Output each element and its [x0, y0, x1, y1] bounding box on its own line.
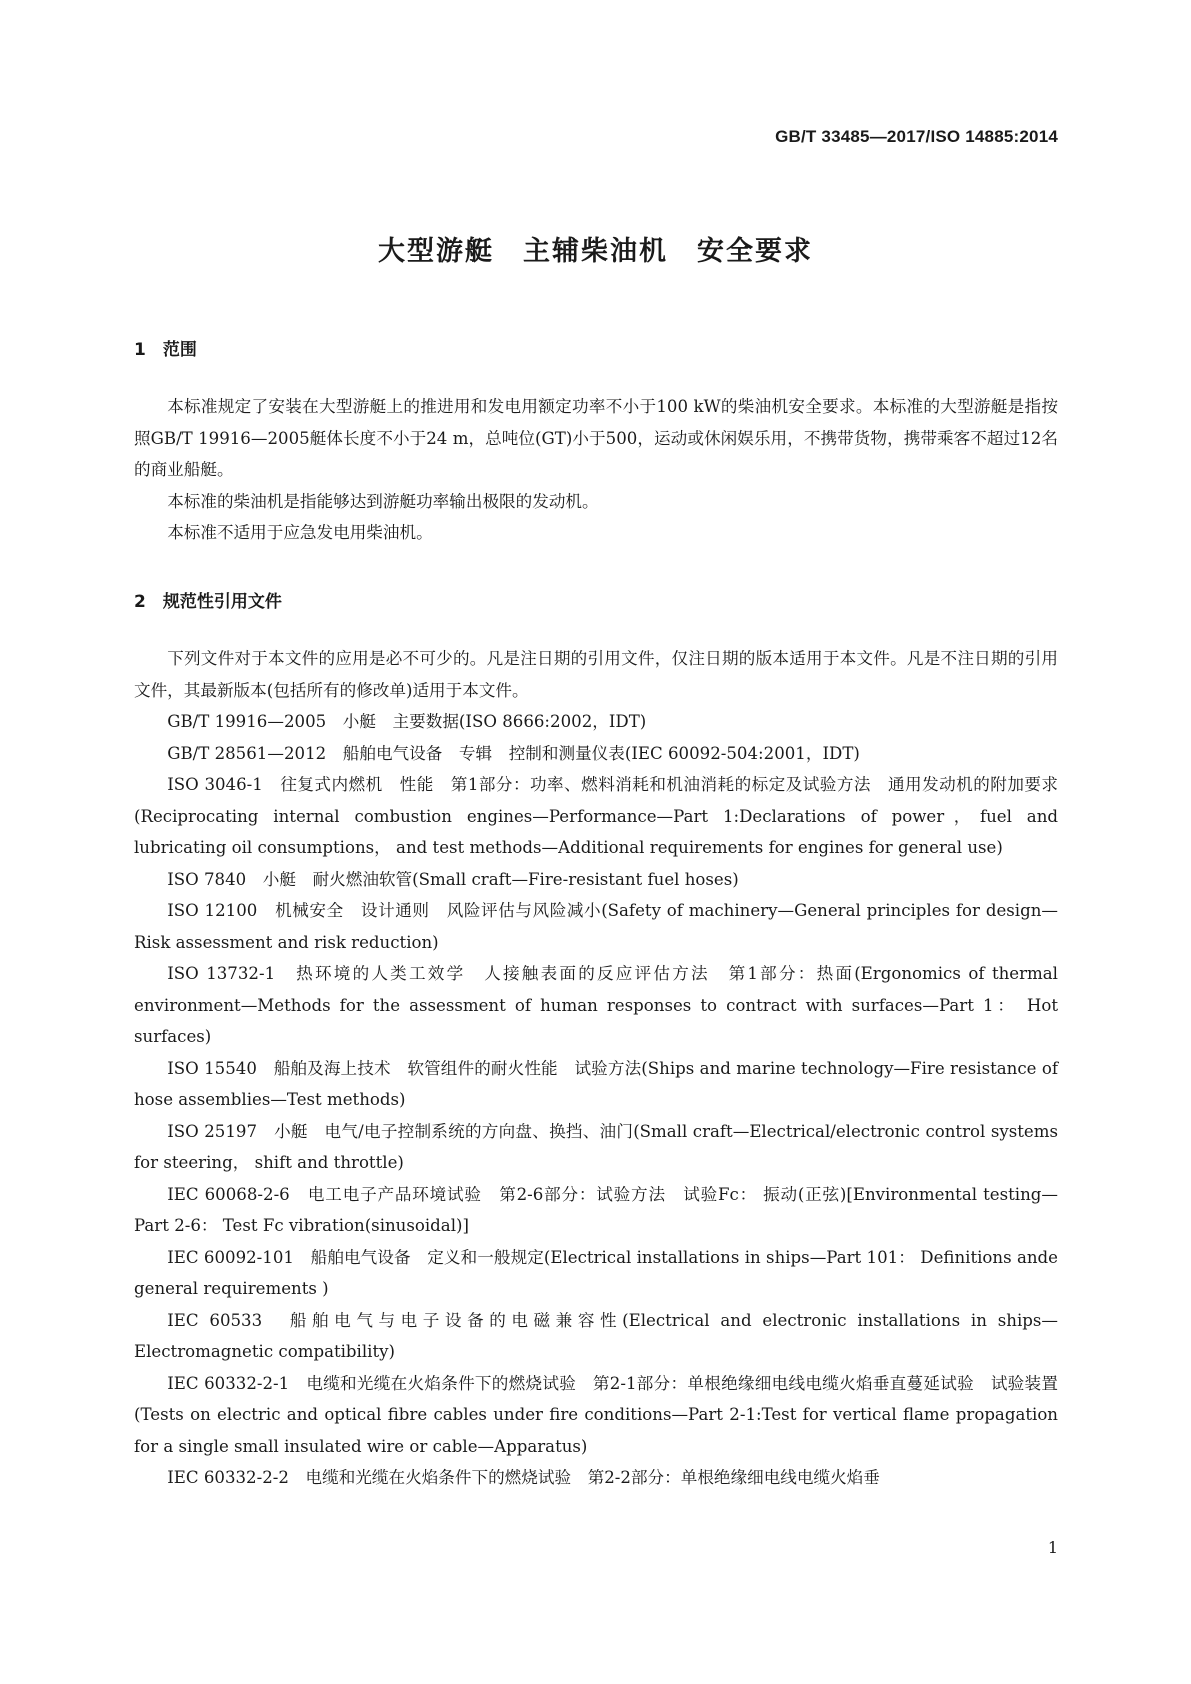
paragraph: 本标准的柴油机是指能够达到游艇功率输出极限的发动机。: [167, 491, 599, 511]
reference-entry: ISO 3046-1 往复式内燃机 性能 第1部分：功率、燃料消耗和机油消耗的标定及试验方法 通用发动机的附加要求(Reciprocating internal combustion engines—Performance—Part 1:Declarations of power，fuel and lubricating oil consumptions， and test methods—Additional requirements for engines for general use): [134, 775, 1064, 857]
section-body-normative-references: [134, 643, 1064, 1494]
reference-entry: ISO 12100 机械安全 设计通则 风险评估与风险减小(Safety of machinery—General principles for design—Risk assessment and risk reduction): [134, 901, 1058, 952]
reference-entry: IEC 60332-2-1 电缆和光缆在火焰条件下的燃烧试验 第2-1部分：单根绝缘细电线电缆火焰垂直蔓延试验 试验装置(Tests on electric and optical fibre cables under fire conditions—Part 2-1:Test for vertical flame propagation for a single small insulated wire or cable—Apparatus): [134, 1373, 1064, 1456]
reference-entry: ISO 7840 小艇 耐火燃油软管(Small craft—Fire-resistant fuel hoses): [167, 869, 739, 889]
reference-entry: IEC 60533 船舶电气与电子设备的电磁兼容性(Electrical and electronic installations in ships—Electromagnetic compatibility): [134, 1310, 1058, 1361]
reference-entry: ISO 13732-1 热环境的人类工效学 人接触表面的反应评估方法 第1部分：热面(Ergonomics of thermal environment—Methods for the assessment of human responses to contract with surfaces—Part 1： Hot surfaces): [134, 964, 1064, 1046]
reference-entry: ISO 25197 小艇 电气/电子控制系统的方向盘、换挡、油门(Small craft—Electrical/electronic control systems for steering， shift and throttle): [134, 1121, 1064, 1172]
standard-number: GB/T 33485—2017/ISO 14885:2014: [775, 127, 1058, 146]
section-heading-scope: 1 范围: [134, 340, 197, 360]
reference-entry: ISO 15540 船舶及海上技术 软管组件的耐火性能 试验方法(Ships and marine technology—Fire resistance of hose assemblies—Test methods): [134, 1058, 1064, 1109]
reference-entry: IEC 60068-2-6 电工电子产品环境试验 第2-6部分：试验方法 试验Fc： 振动(正弦)[Environmental testing—Part 2-6： Test Fc vibration(sinusoidal)]: [134, 1184, 1058, 1235]
reference-entry: GB/T 28561—2012 船舶电气设备 专辑 控制和测量仪表(IEC 60092-504:2001，IDT): [167, 743, 860, 763]
paragraph: 下列文件对于本文件的应用是必不可少的。凡是注日期的引用文件，仅注日期的版本适用于本文件。凡是不注日期的引用文件，其最新版本(包括所有的修改单)适用于本文件。: [134, 649, 1058, 700]
document-title: 大型游艇 主辅柴油机 安全要求: [378, 236, 813, 267]
section-heading-normative-references: 2 规范性引用文件: [134, 592, 282, 612]
page-number: 1: [1047, 1538, 1058, 1557]
paragraph: 本标准规定了安装在大型游艇上的推进用和发电用额定功率不小于100 kW的柴油机安全要求。本标准的大型游艇是指按照GB/T 19916—2005艇体长度不小于24 m，总吨位(GT)小于500，运动或休闲娱乐用，不携带货物，携带乘客不超过12名的商业船艇。: [134, 397, 1058, 479]
reference-entry: IEC 60092-101 船舶电气设备 定义和一般规定(Electrical installations in ships—Part 101： Definitions ande general requirements ): [134, 1247, 1064, 1298]
reference-entry: GB/T 19916—2005 小艇 主要数据(ISO 8666:2002，IDT): [167, 712, 647, 731]
paragraph: 本标准不适用于应急发电用柴油机。: [167, 523, 433, 542]
reference-entry: IEC 60332-2-2 电缆和光缆在火焰条件下的燃烧试验 第2-2部分：单根绝缘细电线电缆火焰垂: [167, 1468, 880, 1487]
section-body-scope: [134, 391, 1058, 549]
